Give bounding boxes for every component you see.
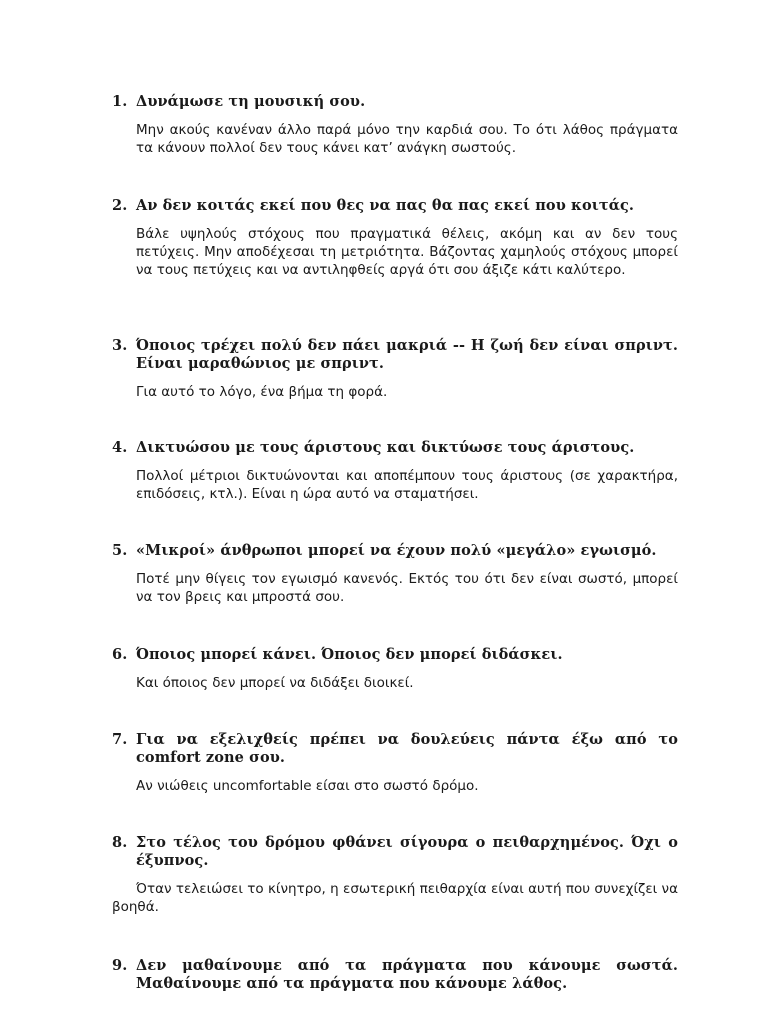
item-number: 9. (112, 957, 128, 974)
item-number: 7. (112, 731, 128, 748)
list-item (112, 957, 678, 993)
item-title: «Μικροί» άνθρωποι μπορεί να έχουν πολύ «μεγάλο» εγωισμό. (136, 542, 657, 559)
item-number: 8. (112, 834, 128, 851)
item-heading (112, 731, 678, 767)
item-heading (112, 337, 678, 373)
item-title: Αν δεν κοιτάς εκεί που θες να πας θα πας εκεί που κοιτάς. (136, 197, 635, 214)
list-item (112, 834, 678, 916)
item-title: Δυνάμωσε τη μουσική σου. (136, 93, 366, 110)
item-number: 4. (112, 439, 128, 456)
list-item (112, 731, 678, 795)
item-heading (112, 957, 678, 993)
item-number: 6. (112, 646, 128, 663)
item-body: Αν νιώθεις uncomfortable είσαι στο σωστό δρόμο. (136, 778, 479, 794)
item-title: Για να εξελιχθείς πρέπει να δουλεύεις πάντα έξω από το comfort zone σου. (136, 731, 678, 766)
list-item (112, 542, 678, 606)
item-body: Πολλοί μέτριοι δικτυώνονται και αποπέμπουν τους άριστους (σε χαρακτήρα, επιδόσεις, κτλ.). Είναι η ώρα αυτό να σταματήσει. (136, 468, 678, 502)
item-title: Δικτυώσου με τους άριστους και δικτύωσε τους άριστους. (136, 439, 635, 456)
item-heading (112, 93, 678, 111)
item-number: 1. (112, 93, 128, 110)
item-heading (112, 834, 678, 870)
item-number: 2. (112, 197, 128, 214)
item-title: Όποιος μπορεί κάνει. Όποιος δεν μπορεί διδάσκει. (136, 646, 563, 663)
item-body: Ποτέ μην θίγεις τον εγωισμό κανενός. Εκτός του ότι δεν είναι σωστό, μπορεί να τον βρεις και μπροστά σου. (136, 571, 678, 605)
list-item (112, 646, 678, 692)
list-item (112, 337, 678, 401)
item-body: Και όποιος δεν μπορεί να διδάξει διοικεί. (136, 675, 414, 691)
list-item (112, 439, 678, 503)
list-item (112, 93, 678, 157)
item-number: 3. (112, 337, 128, 354)
item-number: 5. (112, 542, 128, 559)
item-title: Όποιος τρέχει πολύ δεν πάει μακριά -- Η ζωή δεν είναι σπριντ. Είναι μαραθώνιος με σπριντ. (136, 337, 678, 372)
item-heading (112, 197, 678, 215)
item-heading (112, 646, 678, 664)
item-body: Όταν τελειώσει το κίνητρο, η εσωτερική πειθαρχία είναι αυτή που συνεχίζει να βοηθά. (112, 881, 678, 915)
item-body: Μην ακούς κανέναν άλλο παρά μόνο την καρδιά σου. Το ότι λάθος πράγματα τα κάνουν πολλοί δεν τους κάνει κατ’ ανάγκη σωστούς. (136, 122, 678, 156)
item-heading (112, 542, 678, 560)
list-item (112, 197, 678, 279)
item-body: Βάλε υψηλούς στόχους που πραγματικά θέλεις, ακόμη και αν δεν τους πετύχεις. Μην αποδέχεσαι τη μετριότητα. Βάζοντας χαμηλούς στόχους μπορεί να τους πετύχεις και να αντιληφθείς αργά ότι σου άξιζε κάτι καλύτερο. (136, 226, 678, 278)
item-title: Στο τέλος του δρόμου φθάνει σίγουρα ο πειθαρχημένος. Όχι ο έξυπνος. (136, 834, 678, 869)
item-title: Δεν μαθαίνουμε από τα πράγματα που κάνουμε σωστά. Μαθαίνουμε από τα πράγματα που κάνουμε λάθος. (136, 957, 678, 992)
item-heading (112, 439, 678, 457)
item-body: Για αυτό το λόγο, ένα βήμα τη φορά. (136, 384, 388, 400)
